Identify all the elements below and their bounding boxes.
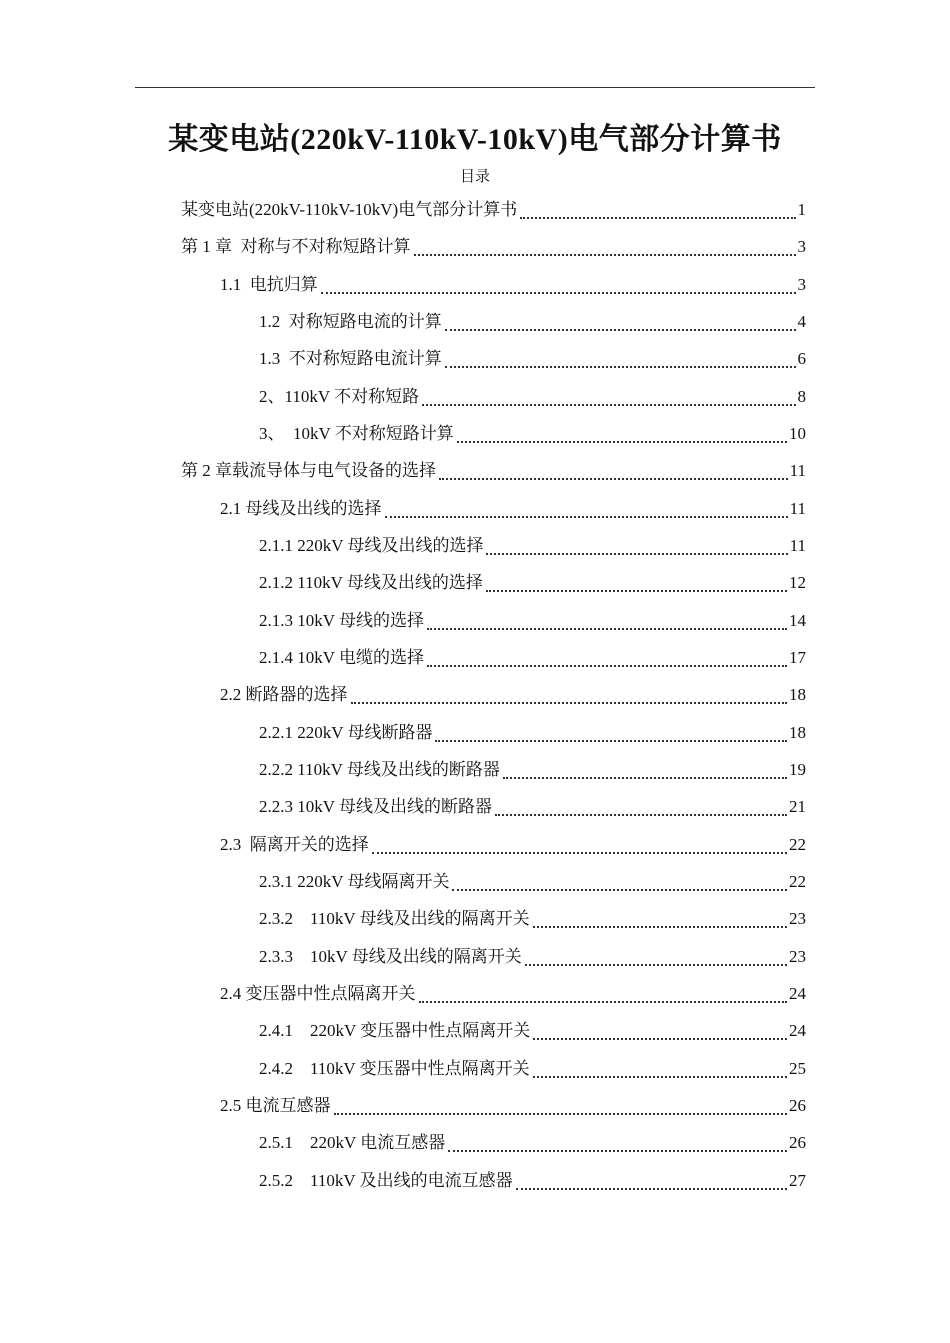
toc-entry-label: 2.5 电流互感器 bbox=[220, 1096, 331, 1115]
toc-dot-leader bbox=[427, 665, 787, 667]
toc-dot-leader bbox=[385, 516, 788, 518]
toc-entry-label: 2.2.1 220kV 母线断路器 bbox=[259, 723, 433, 742]
toc-entry-label: 2.1.1 220kV 母线及出线的选择 bbox=[259, 536, 484, 555]
toc-entry[interactable] bbox=[259, 714, 806, 751]
document-title: 某变电站(220kV-110kV-10kV)电气部分计算书 bbox=[168, 123, 782, 156]
toc-entry-page-number: 18 bbox=[789, 723, 806, 742]
toc-entry-label: 2.1.4 10kV 电缆的选择 bbox=[259, 648, 424, 667]
toc-entry-label: 2.3.1 220kV 母线隔离开关 bbox=[259, 872, 450, 891]
toc-entry-page-number: 3 bbox=[797, 237, 806, 256]
toc-entry[interactable] bbox=[259, 863, 806, 900]
toc-entry[interactable] bbox=[220, 975, 806, 1012]
toc-entry-page-number: 8 bbox=[797, 387, 806, 406]
toc-entry-label: 某变电站(220kV-110kV-10kV)电气部分计算书 bbox=[181, 200, 518, 219]
toc-entry[interactable] bbox=[220, 490, 806, 527]
toc-entry[interactable] bbox=[259, 1012, 806, 1049]
toc-entry-label: 1.1 电抗归算 bbox=[220, 275, 318, 294]
toc-entry-label: 2.5.2 110kV 及出线的电流互感器 bbox=[259, 1171, 513, 1190]
toc-dot-leader bbox=[435, 740, 787, 742]
toc-entry[interactable] bbox=[259, 788, 806, 825]
toc-entry[interactable] bbox=[259, 303, 806, 340]
toc-dot-leader bbox=[372, 852, 787, 854]
toc-dot-leader bbox=[419, 1001, 788, 1003]
toc-entry-page-number: 17 bbox=[789, 648, 806, 667]
toc-dot-leader bbox=[503, 777, 787, 779]
toc-entry-page-number: 22 bbox=[789, 872, 806, 891]
toc-entry-page-number: 12 bbox=[789, 573, 806, 592]
toc-entry[interactable] bbox=[259, 378, 806, 415]
toc-entry-label: 2.3 隔离开关的选择 bbox=[220, 835, 369, 854]
toc-entry[interactable] bbox=[259, 340, 806, 377]
toc-entry-page-number: 18 bbox=[789, 685, 806, 704]
toc-entry[interactable] bbox=[220, 266, 806, 303]
toc-dot-leader bbox=[321, 292, 796, 294]
toc-dot-leader bbox=[445, 329, 796, 331]
toc-dot-leader bbox=[516, 1188, 787, 1190]
toc-entry[interactable] bbox=[259, 527, 806, 564]
toc-entry-page-number: 14 bbox=[789, 611, 806, 630]
toc-entry[interactable] bbox=[259, 564, 806, 601]
toc-dot-leader bbox=[533, 1038, 787, 1040]
toc-entry[interactable] bbox=[259, 900, 806, 937]
toc-entry-label: 2.2.3 10kV 母线及出线的断路器 bbox=[259, 797, 492, 816]
toc-entry-label: 2.5.1 220kV 电流互感器 bbox=[259, 1133, 446, 1152]
header-rule bbox=[135, 87, 815, 88]
toc-dot-leader bbox=[533, 926, 787, 928]
toc-entry-label: 1.2 对称短路电流的计算 bbox=[259, 312, 442, 331]
toc-entry[interactable] bbox=[259, 938, 806, 975]
toc-entry[interactable] bbox=[259, 415, 806, 452]
toc-entry-page-number: 11 bbox=[789, 536, 806, 555]
toc-entry-label: 2.2.2 110kV 母线及出线的断路器 bbox=[259, 760, 500, 779]
toc-entry[interactable] bbox=[259, 1124, 806, 1161]
toc-dot-leader bbox=[334, 1113, 788, 1115]
toc-entry-label: 2.4.1 220kV 变压器中性点隔离开关 bbox=[259, 1021, 531, 1040]
toc-entry-page-number: 1 bbox=[797, 200, 806, 219]
toc-entry-label: 2.3.2 110kV 母线及出线的隔离开关 bbox=[259, 909, 530, 928]
toc-entry-page-number: 11 bbox=[789, 499, 806, 518]
toc-entry-page-number: 23 bbox=[789, 909, 806, 928]
toc-entry-page-number: 24 bbox=[789, 984, 806, 1003]
toc-entry-page-number: 11 bbox=[789, 461, 806, 480]
toc-entry-label: 2.4.2 110kV 变压器中性点隔离开关 bbox=[259, 1059, 530, 1078]
toc-entry[interactable] bbox=[181, 228, 806, 265]
toc-entry-label: 2.4 变压器中性点隔离开关 bbox=[220, 984, 416, 1003]
toc-entry-page-number: 26 bbox=[789, 1133, 806, 1152]
toc-dot-leader bbox=[520, 217, 795, 219]
toc-entry-page-number: 3 bbox=[797, 275, 806, 294]
toc-entry-page-number: 21 bbox=[789, 797, 806, 816]
toc-dot-leader bbox=[448, 1150, 787, 1152]
toc-entry-page-number: 27 bbox=[789, 1171, 806, 1190]
toc-entry-label: 2.1.3 10kV 母线的选择 bbox=[259, 611, 424, 630]
toc-entry-page-number: 10 bbox=[789, 424, 806, 443]
toc-dot-leader bbox=[351, 702, 788, 704]
toc-dot-leader bbox=[439, 478, 788, 480]
toc-entry[interactable] bbox=[181, 191, 806, 228]
toc-entry[interactable] bbox=[259, 602, 806, 639]
toc-dot-leader bbox=[486, 553, 787, 555]
toc-dot-leader bbox=[452, 889, 787, 891]
toc-entry[interactable] bbox=[259, 639, 806, 676]
toc-entry-label: 3、 10kV 不对称短路计算 bbox=[259, 424, 454, 443]
toc-dot-leader bbox=[457, 441, 787, 443]
toc-entry-label: 2、110kV 不对称短路 bbox=[259, 387, 420, 406]
toc-entry-page-number: 26 bbox=[789, 1096, 806, 1115]
toc-entry[interactable] bbox=[259, 751, 806, 788]
toc-dot-leader bbox=[495, 814, 787, 816]
toc-entry-label: 1.3 不对称短路电流计算 bbox=[259, 349, 442, 368]
toc-dot-leader bbox=[422, 404, 795, 406]
toc-entry-label: 第 1 章 对称与不对称短路计算 bbox=[181, 237, 411, 256]
toc-entry-label: 2.2 断路器的选择 bbox=[220, 685, 348, 704]
toc-entry[interactable] bbox=[220, 826, 806, 863]
toc-entry-page-number: 4 bbox=[797, 312, 806, 331]
toc-entry[interactable] bbox=[220, 1087, 806, 1124]
toc-entry-page-number: 24 bbox=[789, 1021, 806, 1040]
toc-entry[interactable] bbox=[259, 1050, 806, 1087]
toc-dot-leader bbox=[486, 590, 787, 592]
toc-dot-leader bbox=[414, 254, 796, 256]
toc-dot-leader bbox=[445, 366, 796, 368]
toc-dot-leader bbox=[533, 1076, 787, 1078]
toc-entry[interactable] bbox=[181, 452, 806, 489]
toc-dot-leader bbox=[427, 628, 787, 630]
toc-entry-label: 第 2 章载流导体与电气设备的选择 bbox=[181, 461, 436, 480]
toc-entry-page-number: 25 bbox=[789, 1059, 806, 1078]
toc-entry-page-number: 22 bbox=[789, 835, 806, 854]
toc-entry-label: 2.1 母线及出线的选择 bbox=[220, 499, 382, 518]
toc-heading: 目录 bbox=[459, 169, 490, 185]
toc-entry-label: 2.3.3 10kV 母线及出线的隔离开关 bbox=[259, 947, 522, 966]
toc-dot-leader bbox=[525, 964, 787, 966]
toc-entry[interactable] bbox=[259, 1162, 806, 1199]
toc-entry-page-number: 6 bbox=[797, 349, 806, 368]
toc-entry[interactable] bbox=[220, 676, 806, 713]
toc-entry-page-number: 23 bbox=[789, 947, 806, 966]
toc-entry-label: 2.1.2 110kV 母线及出线的选择 bbox=[259, 573, 483, 592]
toc-entry-page-number: 19 bbox=[789, 760, 806, 779]
